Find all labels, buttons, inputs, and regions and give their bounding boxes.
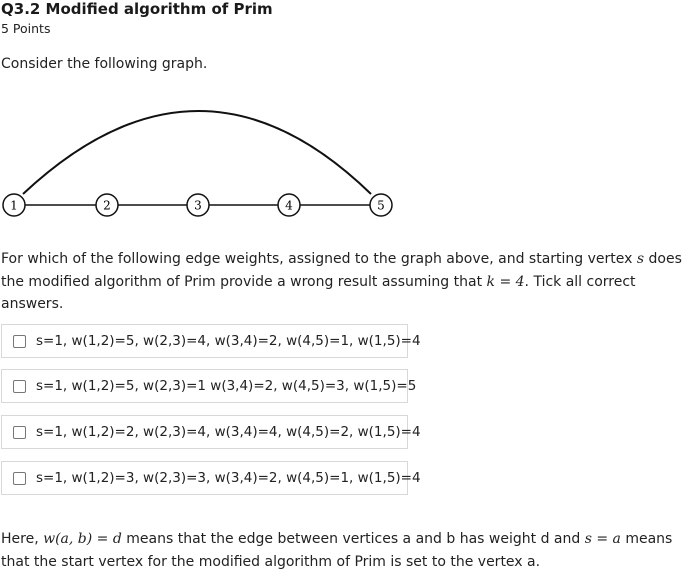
graph-figure (0, 96, 396, 218)
vertex-4 (278, 194, 300, 216)
question-prompt (1, 248, 691, 316)
prompt-var-s: s (636, 251, 645, 267)
vertex-1 (3, 194, 25, 216)
vertex-5 (370, 194, 392, 216)
footnote-text-3: means that the start vertex for the modified algorithm of Prim is set to the vertex a. (1, 531, 673, 570)
question-intro: Consider the following graph. (1, 56, 208, 72)
answer-checkbox-2[interactable] (13, 380, 26, 393)
footnote-text-1: Here, (1, 531, 44, 547)
vertex-3 (187, 194, 209, 216)
answer-label-3: s=1, w(1,2)=2, w(2,3)=4, w(3,4)=4, w(4,5)=2, w(1,5)=4 (36, 424, 421, 440)
prompt-text-3: . Tick all correct answers. (1, 273, 636, 312)
footnote-math-1: w(a, b) = d (43, 531, 122, 547)
answer-checkbox-1[interactable] (13, 335, 26, 348)
vertex-2 (96, 194, 118, 216)
answer-option-4[interactable] (1, 461, 421, 495)
question-title: Q3.2 Modified algorithm of Prim (1, 0, 273, 18)
edge-1-5 (23, 111, 371, 194)
footnote-text-2: means that the edge between vertices a and b has weight d and (121, 531, 585, 547)
prompt-math-k: k = 4 (486, 273, 525, 290)
answer-checkbox-4[interactable] (13, 472, 26, 485)
answer-option-3[interactable] (1, 415, 421, 449)
vertex-5-label: 5 (377, 198, 385, 213)
answer-option-2[interactable] (1, 369, 417, 403)
answer-checkbox-3[interactable] (13, 426, 26, 439)
answer-option-1[interactable] (1, 324, 421, 358)
vertex-2-label: 2 (103, 198, 111, 213)
footnote-math-2: s = a (584, 531, 621, 547)
vertex-1-label: 1 (10, 198, 18, 213)
graph-svg (0, 96, 396, 218)
answer-label-4: s=1, w(1,2)=3, w(2,3)=3, w(3,4)=2, w(4,5)=1, w(1,5)=4 (36, 470, 421, 486)
answer-label-1: s=1, w(1,2)=5, w(2,3)=4, w(3,4)=2, w(4,5)=1, w(1,5)=4 (36, 333, 421, 349)
prompt-text-2: does the modified algorithm of Prim provide a wrong result assuming that (1, 251, 682, 290)
question-footnote (1, 528, 693, 573)
answer-label-2: s=1, w(1,2)=5, w(2,3)=1 w(3,4)=2, w(4,5)=3, w(1,5)=5 (36, 378, 417, 394)
vertex-3-label: 3 (194, 198, 202, 213)
vertex-4-label: 4 (285, 198, 293, 213)
prompt-text-1: For which of the following edge weights, assigned to the graph above, and starting vertex (1, 251, 637, 267)
question-points: 5 Points (1, 21, 51, 36)
